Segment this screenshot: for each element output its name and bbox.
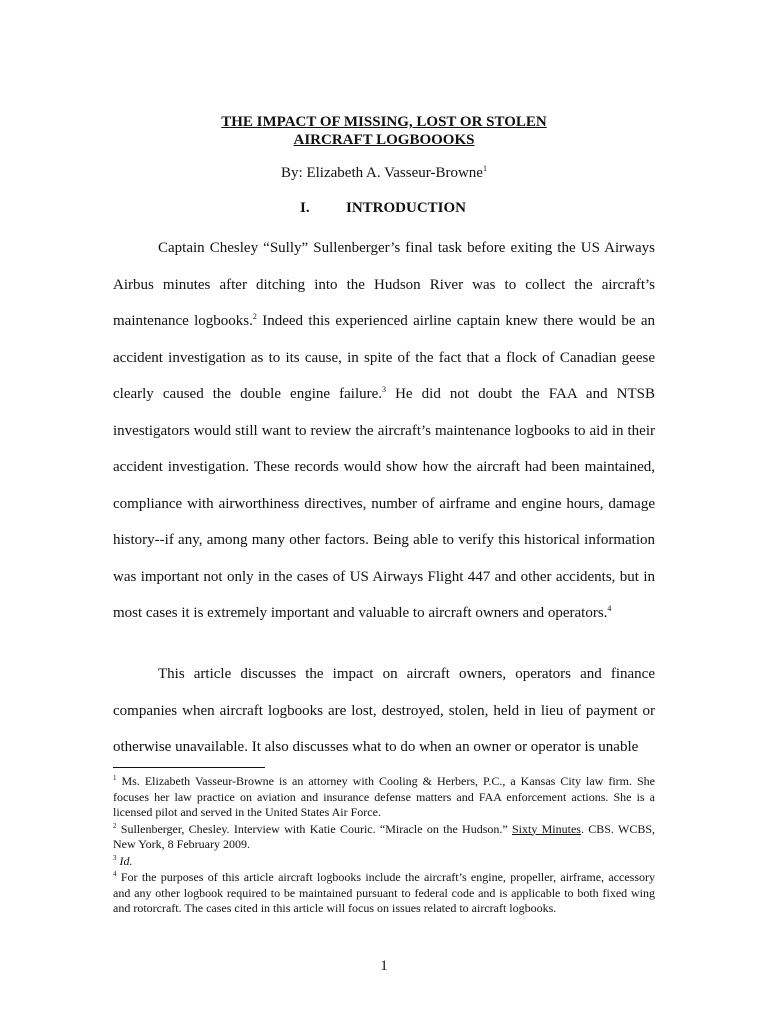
footnote-2-text: Sullenberger, Chesley. Interview with Katie Couric. “Miracle on the Hudson.” <box>116 821 512 836</box>
footnote-4-number: 4 <box>113 870 117 878</box>
footnote-2-number: 2 <box>113 821 117 830</box>
footnote-3 <box>113 854 655 870</box>
intro-paragraph-2 <box>113 656 655 766</box>
footnote-2-text-end: . CBS. WCBS, New York, 8 February 2009. <box>113 821 655 851</box>
footnote-separator <box>113 767 265 768</box>
footnote-1-text: Ms. Elizabeth Vasseur-Browne is an attorney with Cooling & Herbers, P.C., a Kansas City law firm. She focuses her law practice on aviation and insurance defense matters and FAA enforcement actions. She is a licensed pilot and served in the United States Air Force. <box>113 774 655 819</box>
footnotes <box>113 774 655 918</box>
section-title: INTRODUCTION <box>346 200 467 216</box>
title-line-2: AIRCRAFT LOGBOOOKS <box>293 132 475 148</box>
footnote-3-number: 3 <box>113 853 117 862</box>
section-number: I. <box>300 200 310 216</box>
footnote-3-text: Id. <box>116 853 133 868</box>
footnote-4-text: For the purposes of this article aircraft logbooks include the aircraft’s engine, propeller, airframe, accessory and any other logbook required to be maintained pursuant to federal code and is applicable to both fixed wing and rotorcraft. The cases cited in this article will focus on issues related to aircraft logbooks. <box>113 870 655 915</box>
paragraph-1-sentence-2: Indeed this experienced airline captain knew there would be an accident investigation as to its cause, in spite of the fact that a flock of Canadian geese clearly caused the double engine failure. <box>113 313 655 402</box>
byline <box>0 165 768 182</box>
footnote-1-number: 1 <box>113 774 117 782</box>
footnote-2-show-title: Sixty Minutes <box>512 821 581 836</box>
paragraph-2-text: This article discusses the impact on aircraft owners, operators and finance companies when aircraft logbooks are lost, destroyed, stolen, held in lieu of payment or otherwise unavailable. It also discusses what to do when an owner or operator is unable <box>113 666 655 755</box>
footnote-ref-3[interactable]: 3 <box>382 385 387 394</box>
footnote-ref-2[interactable]: 2 <box>252 312 257 321</box>
section-heading <box>300 200 466 217</box>
paragraph-1-rest: He did not doubt the FAA and NTSB investigators would still want to review the aircraft’s maintenance logbooks to aid in their accident investigation. These records would show how the aircraft had been maintained, compliance with airworthiness directives, number of airframe and engine hours, damage history--if any, among many other factors. Being able to verify this historical information was important not only in the cases of US Airways Flight 447 and other accidents, but in most cases it is extremely important and valuable to aircraft owners and operators. <box>113 386 655 621</box>
author-name: By: Elizabeth A. Vasseur-Browne <box>281 165 483 181</box>
footnote-4 <box>113 870 655 917</box>
footnote-1 <box>113 774 655 821</box>
footnote-ref-4[interactable]: 4 <box>607 604 612 613</box>
page-number: 1 <box>380 958 388 974</box>
title-line-1: THE IMPACT OF MISSING, LOST OR STOLEN <box>221 114 547 130</box>
footnote-2 <box>113 822 655 853</box>
intro-paragraph-1 <box>113 230 655 632</box>
paragraph-1-sentence-1: Captain Chesley “Sully” Sullenberger’s final task before exiting the US Airways Airbus minutes after ditching into the Hudson River was to collect the aircraft’s maintenance logbooks. <box>113 240 655 329</box>
footnote-ref-1[interactable]: 1 <box>482 164 487 173</box>
